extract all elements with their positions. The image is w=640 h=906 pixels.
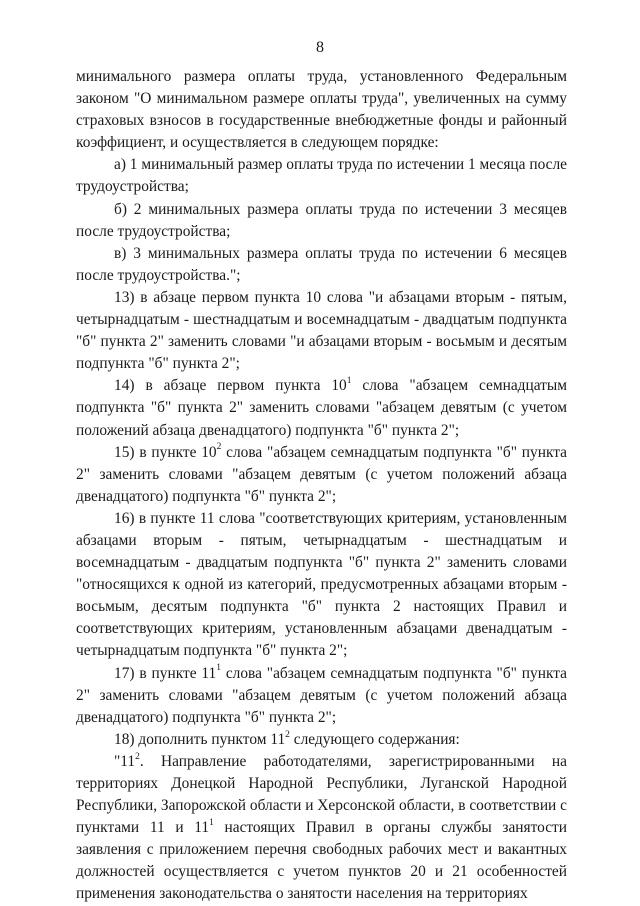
paragraph xyxy=(76,199,567,243)
paragraph xyxy=(76,243,567,287)
superscript-index: 2 xyxy=(216,442,222,453)
paragraph xyxy=(76,375,567,441)
paragraph-text: 14) в абзаце первом пункта 10 xyxy=(114,377,347,395)
paragraph-text: б) 2 минимальных размера оплаты труда по истечении 3 месяцев после трудоустройства; xyxy=(76,200,567,240)
paragraph xyxy=(76,729,567,751)
paragraph xyxy=(76,508,567,663)
superscript-index: 1 xyxy=(216,663,221,674)
paragraph-text: слова "абзацем семнадцатым подпункта "б" пункта 2" заменить словами "абзацем девятым (с учетом положений абзаца двенадцатого) подпункта "б" пункта 2"; xyxy=(76,664,567,726)
paragraph xyxy=(76,66,567,154)
document-body xyxy=(76,66,567,906)
paragraph-text: 18) дополнить пунктом 11 xyxy=(114,730,286,748)
paragraph-text: 15) в пункте 10 xyxy=(114,443,217,461)
superscript-index: 2 xyxy=(285,729,290,740)
paragraph-text: в) 3 минимальных размера оплаты труда по истечении 6 месяцев после трудоустройства."; xyxy=(76,244,567,284)
superscript-index: 1 xyxy=(209,818,214,829)
paragraph xyxy=(76,751,567,906)
paragraph-text: "11 xyxy=(114,752,136,770)
paragraph-text: а) 1 минимальный размер оплаты труда по истечении 1 месяца после трудоустройства; xyxy=(76,156,567,196)
paragraph-text: слова "абзацем семнадцатым подпункта "б" пункта 2" заменить словами "абзацем девятым (с учетом положений абзаца двенадцатого) подпункта "б" пункта 2"; xyxy=(76,377,567,439)
paragraph-text: следующего содержания: xyxy=(289,730,460,748)
paragraph-text: слова "абзацем семнадцатым подпункта "б" пункта 2" заменить словами "абзацем девятым (с учетом положений абзаца двенадцатого) подпункта "б" пункта 2"; xyxy=(76,443,567,505)
paragraph xyxy=(76,663,567,729)
paragraph-text: 17) в пункте 11 xyxy=(114,664,217,682)
paragraph-text: . Направление работодателями, зарегистрированными на территориях Донецкой Народной Республики, Луганской Народной Республики, Запорожской области и Херсонской области, в соответствии с пунктами 11 и 11 xyxy=(76,752,567,837)
superscript-index: 1 xyxy=(346,376,352,387)
page-number: 8 xyxy=(316,39,324,56)
superscript-index: 2 xyxy=(135,751,140,762)
paragraph-text: 13) в абзаце первом пункта 10 слова "и абзацами вторым - пятым, четырнадцатым - шестнадцатым и восемнадцатым - двадцатым подпункта "б" пункта 2" заменить словами "и абзацами вторым - восьмым и десятым подпункта "б" пункта 2"; xyxy=(76,288,567,373)
paragraph-text: 16) в пункте 11 слова "соответствующих критериям, установленным абзацами вторым - пятым, четырнадцатым - шестнадцатым и восемнадцатым - двадцатым подпункта "б" пункта 2" заменить словами "относящихся к одной из категорий, предусмотренных абзацами вторым - восьмым, десятым подпункта "б" пункта 2 настоящих Правил и соответствующих критериям, установленным абзацами двенадцатым - четырнадцатым подпункта "б" пункта 2"; xyxy=(76,509,567,660)
paragraph xyxy=(76,442,567,508)
paragraph xyxy=(76,154,567,198)
paragraph xyxy=(76,287,567,375)
paragraph-text: настоящих Правил в органы службы занятости заявления с приложением перечня свободных рабочих мест и вакантных должностей осуществляется с учетом пунктов 20 и 21 особенностей применения законодательства о занятости населения на территориях xyxy=(76,819,567,903)
paragraph-text: минимального размера оплаты труда, установленного Федеральным законом "О минимальном размере оплаты труда", увеличенных на сумму страховых взносов в государственные внебюджетные фонды и районный коэффициент, и осуществляется в следующем порядке: xyxy=(76,68,567,152)
